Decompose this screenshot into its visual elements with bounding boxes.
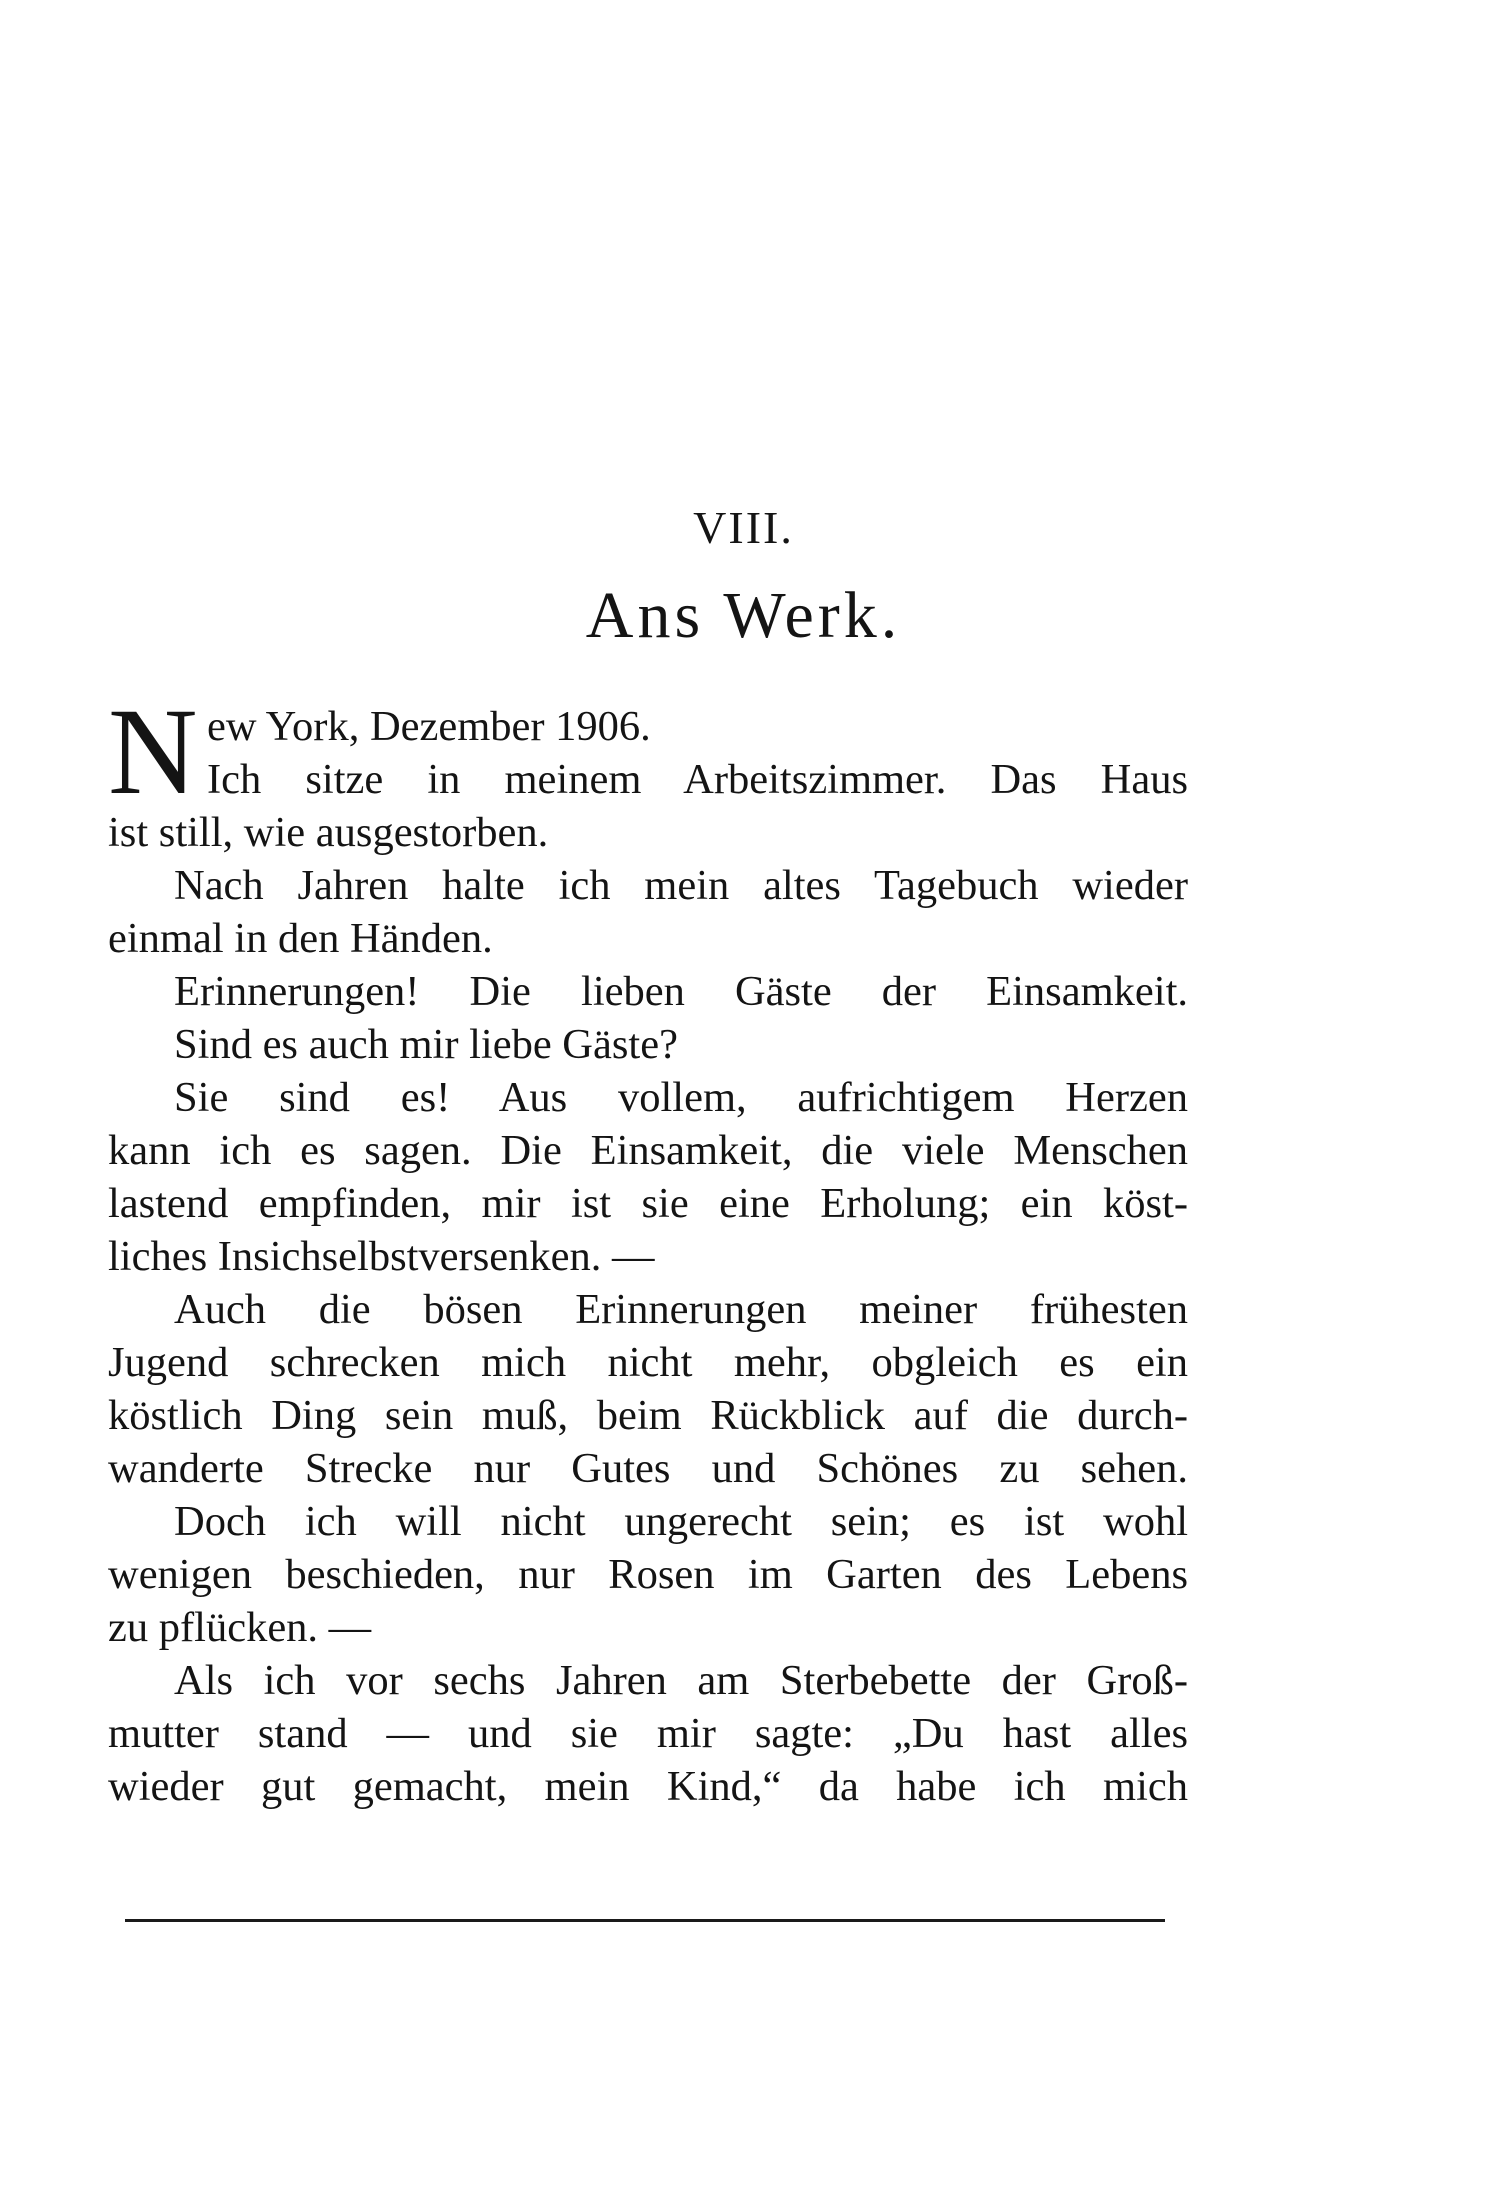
text-line: wieder gut gemacht, mein Kind,“ da habe ich mich bbox=[108, 1763, 1188, 1810]
text-line: ist still, wie ausgestorben. bbox=[108, 809, 549, 856]
body-text bbox=[108, 683, 1188, 1813]
text-line: Sind es auch mir liebe Gäste? bbox=[174, 1021, 678, 1068]
text-line: Jugend schrecken mich nicht mehr, obgleich es ein bbox=[108, 1339, 1188, 1386]
text-line: Ich sitze in meinem Arbeitszimmer. Das Haus bbox=[207, 756, 1188, 803]
text-line: zu pflücken. — bbox=[108, 1604, 372, 1651]
text-line: Sie sind es! Aus vollem, aufrichtigem Herzen bbox=[174, 1074, 1188, 1121]
text-line: Nach Jahren halte ich mein altes Tagebuch wieder bbox=[174, 862, 1188, 909]
text-line: einmal in den Händen. bbox=[108, 915, 493, 962]
text-line: liches Insichselbstversenken. — bbox=[108, 1233, 655, 1280]
text-line: Erinnerungen! Die lieben Gäste der Einsamkeit. bbox=[174, 968, 1188, 1015]
text-line: köstlich Ding sein muß, beim Rückblick auf die durch- bbox=[108, 1392, 1188, 1439]
footer-rule bbox=[125, 1919, 1165, 1922]
drop-cap-initial: N bbox=[108, 683, 198, 820]
text-line: lastend empfinden, mir ist sie eine Erholung; ein köst- bbox=[108, 1180, 1188, 1227]
text-line: Doch ich will nicht ungerecht sein; es ist wohl bbox=[174, 1498, 1188, 1545]
text-line: mutter stand — und sie mir sagte: „Du hast alles bbox=[108, 1710, 1188, 1757]
chapter-title: Ans Werk. bbox=[585, 579, 902, 652]
text-line: Als ich vor sechs Jahren am Sterbebette der Groß- bbox=[174, 1657, 1188, 1704]
text-line: wanderte Strecke nur Gutes und Schönes zu sehen. bbox=[108, 1445, 1188, 1492]
text-line: kann ich es sagen. Die Einsamkeit, die viele Menschen bbox=[108, 1127, 1188, 1174]
text-line: Auch die bösen Erinnerungen meiner frühesten bbox=[174, 1286, 1188, 1333]
text-line: wenigen beschieden, nur Rosen im Garten des Lebens bbox=[108, 1551, 1188, 1598]
text-line: ew York, Dezember 1906. bbox=[207, 703, 651, 750]
chapter-number: VIII. bbox=[693, 502, 794, 553]
